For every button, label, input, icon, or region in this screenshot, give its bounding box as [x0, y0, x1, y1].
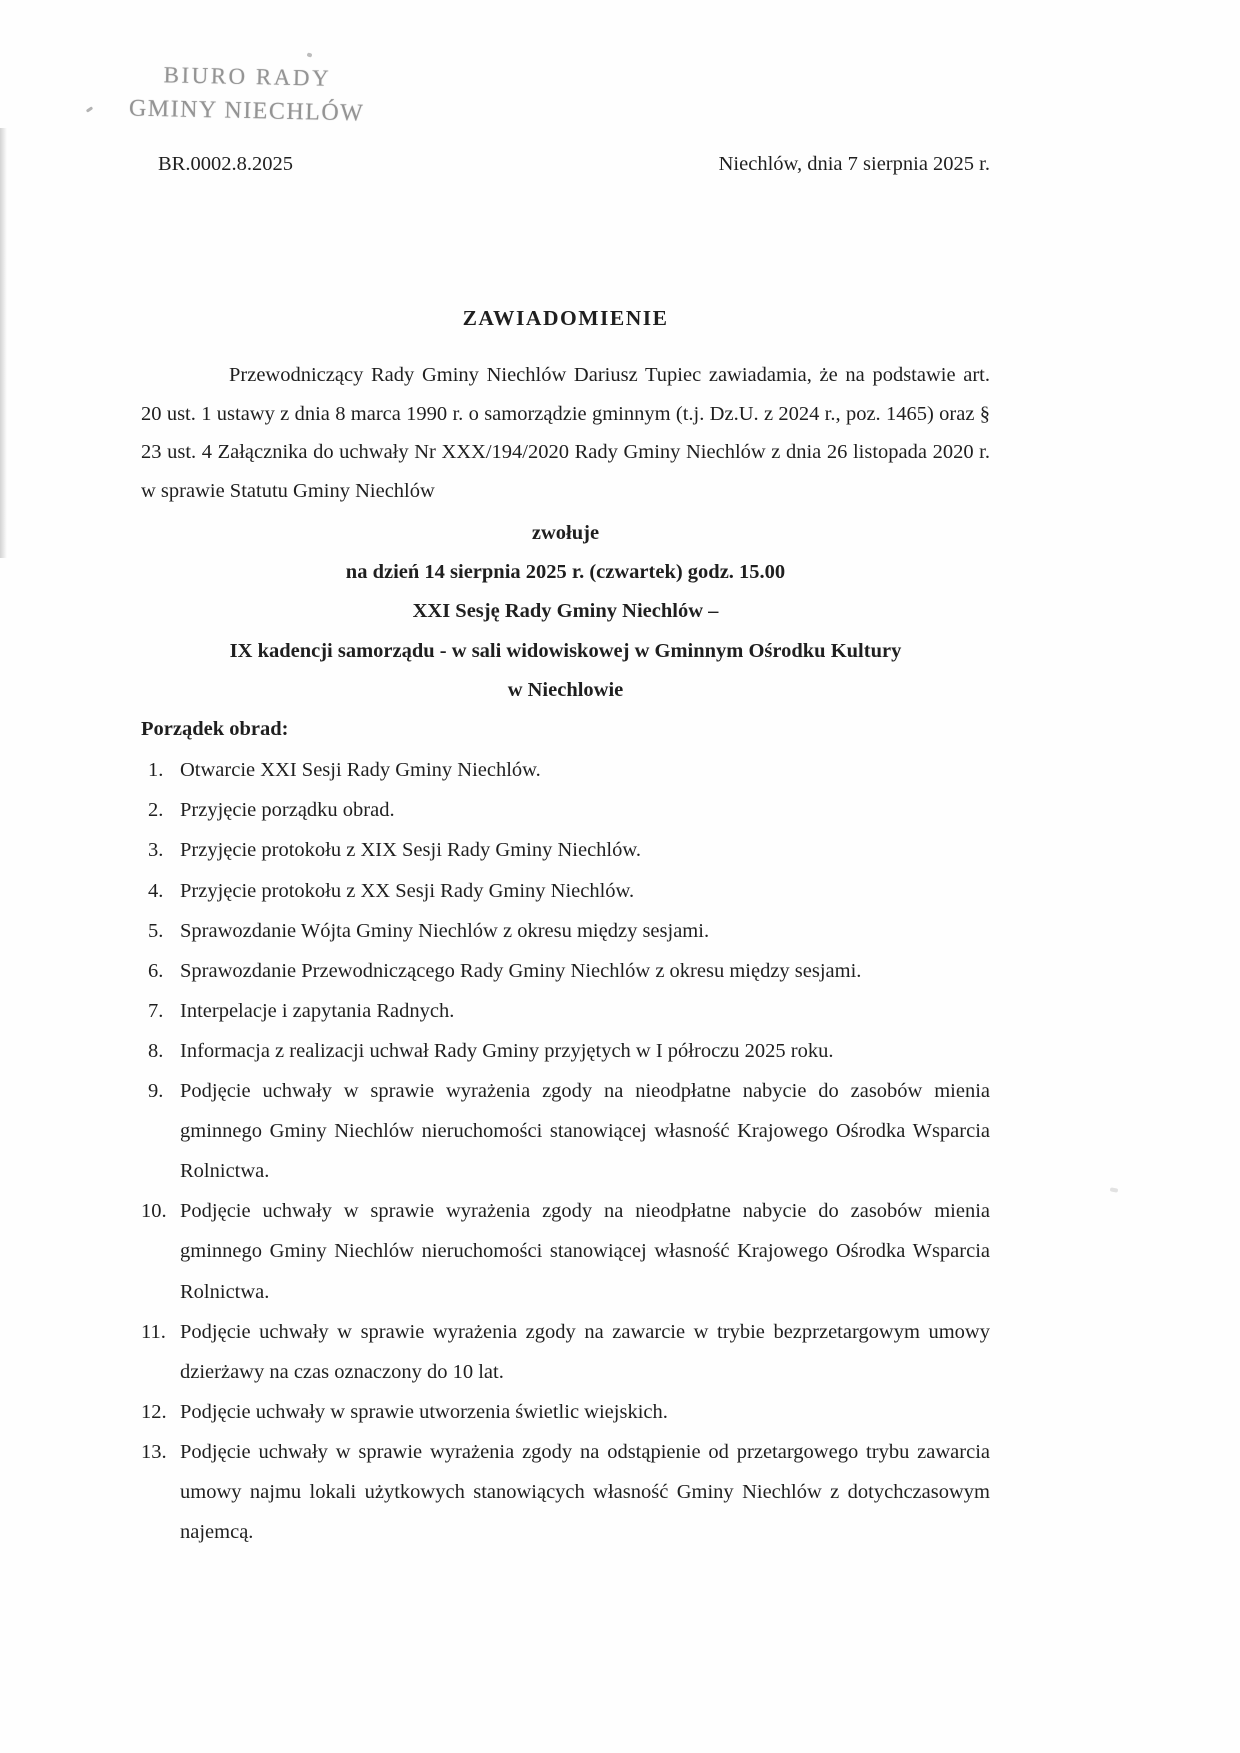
agenda-item-text: Przyjęcie protokołu z XX Sesji Rady Gminy Niechlów. — [180, 879, 635, 902]
agenda-item — [141, 1432, 990, 1552]
document-content — [141, 0, 990, 1552]
agenda-item-number: 3. — [148, 839, 164, 862]
agenda-item-number: 12. — [141, 1400, 167, 1423]
agenda-item-number: 5. — [148, 919, 164, 942]
agenda-item — [141, 1312, 990, 1392]
agenda-item-text: Podjęcie uchwały w sprawie utworzenia świetlic wiejskich. — [180, 1400, 668, 1423]
agenda-list — [141, 750, 990, 1552]
agenda-item-text: Sprawozdanie Wójta Gminy Niechlów z okresu między sesjami. — [180, 919, 710, 942]
agenda-item — [141, 1071, 990, 1191]
agenda-item-text: Interpelacje i zapytania Radnych. — [180, 999, 455, 1022]
agenda-item-text: Otwarcie XXI Sesji Rady Gminy Niechlów. — [180, 759, 541, 782]
session-place: w Niechlowie — [507, 679, 624, 701]
stamp-office-name-line2: GMINY NIECHLÓW — [128, 95, 365, 127]
agenda-item — [141, 951, 990, 991]
agenda-item-text: Podjęcie uchwały w sprawie wyrażenia zgody na zawarcie w trybie bezprzetargowym umowy dzierżawy na czas oznaczony do 10 lat. — [180, 1320, 990, 1383]
convocation-verb: zwołuje — [531, 521, 600, 544]
scan-edge-shadow — [0, 128, 7, 558]
agenda-item — [141, 750, 990, 790]
agenda-item-text: Przyjęcie protokołu z XIX Sesji Rady Gminy Niechlów. — [180, 839, 641, 862]
stamp-office-name-line1: BIURO RADY — [163, 62, 332, 91]
agenda-item-text: Podjęcie uchwały w sprawie wyrażenia zgody na nieodpłatne nabycie do zasobów mienia gminnego Gminy Niechlów nieruchomości stanowiącej własność Krajowego Ośrodka Wsparcia Rolnictwa. — [180, 1200, 990, 1303]
agenda-item — [141, 991, 990, 1031]
agenda-item-text: Podjęcie uchwały w sprawie wyrażenia zgody na odstąpienie od przetargowego trybu zawarcia umowy najmu lokali użytkowych stanowiących własność Gminy Niechlów z dotychczasowym najemcą. — [180, 1440, 990, 1544]
agenda-item — [141, 790, 990, 830]
intro-paragraph: Przewodniczący Rady Gminy Niechlów Dariusz Tupiec zawiadamia, że na podstawie art. 20 ust. 1 ustawy z dnia 8 marca 1990 r. o samorządzie gminnym (t.j. Dz.U. z 2024 r., poz. 1465) oraz § 23 ust. 4 Załącznika do uchwały Nr XXX/194/2020 Rady Gminy Niechlów z dnia 26 listopada 2020 r. w sprawie Statutu Gminy Niechlów — [141, 364, 990, 503]
agenda-item-number: 13. — [141, 1440, 167, 1463]
session-details: IX kadencji samorządu - w sali widowiskowej w Gminnym Ośrodku Kultury — [229, 639, 902, 662]
agenda-item-text: Informacja z realizacji uchwał Rady Gminy przyjętych w I półroczu 2025 roku. — [180, 1039, 834, 1062]
agenda-item — [141, 1392, 990, 1432]
session-datetime: na dzień 14 sierpnia 2025 r. (czwartek) godz. 15.00 — [345, 561, 786, 584]
agenda-item-number: 8. — [148, 1039, 164, 1062]
session-name: XXI Sesję Rady Gminy Niechlów – — [412, 600, 719, 623]
convocation-block — [141, 514, 990, 710]
agenda-item — [141, 830, 990, 870]
document-title: ZAWIADOMIENIE — [462, 306, 669, 330]
agenda-item-number: 6. — [148, 959, 164, 982]
agenda-item-text: Podjęcie uchwały w sprawie wyrażenia zgody na nieodpłatne nabycie do zasobów mienia gminnego Gminy Niechlów nieruchomości stanowiącej własność Krajowego Ośrodka Wsparcia Rolnictwa. — [180, 1080, 990, 1183]
dateline: Niechlów, dnia 7 sierpnia 2025 r. — [718, 153, 990, 175]
agenda-item-number: 10. — [141, 1200, 167, 1223]
agenda-item — [141, 1191, 990, 1311]
reference-number: BR.0002.8.2025 — [158, 153, 293, 175]
agenda-item — [141, 871, 990, 911]
agenda-item-number: 4. — [148, 879, 164, 902]
agenda-item — [141, 911, 990, 951]
agenda-item-number: 2. — [148, 799, 164, 822]
agenda-item-number: 9. — [148, 1080, 164, 1103]
scan-speck — [86, 106, 93, 112]
scan-speck — [1110, 1187, 1119, 1192]
agenda-item-text: Przyjęcie porządku obrad. — [180, 799, 395, 822]
agenda-item-number: 7. — [148, 999, 164, 1022]
agenda-item — [141, 1031, 990, 1071]
office-stamp — [125, 57, 368, 130]
agenda-item-number: 11. — [141, 1320, 166, 1343]
agenda-heading: Porządek obrad: — [141, 718, 289, 741]
agenda-item-number: 1. — [148, 759, 164, 782]
agenda-item-text: Sprawozdanie Przewodniczącego Rady Gminy Niechlów z okresu między sesjami. — [180, 959, 862, 982]
